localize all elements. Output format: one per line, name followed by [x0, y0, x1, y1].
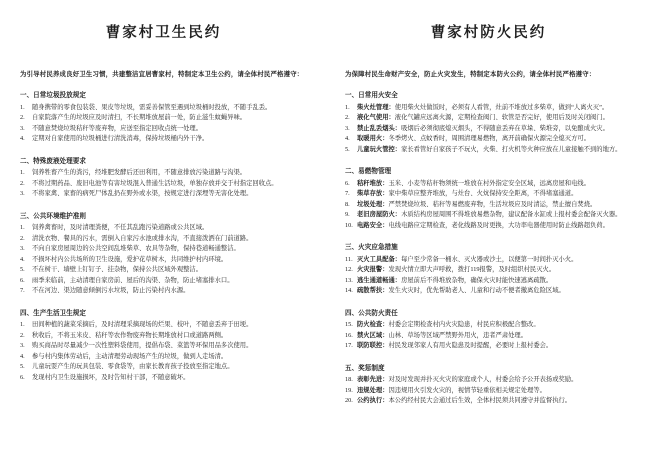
- item-text: 联防联控：村民发现邻家人有用火隐患及时提醒，必要时上报村委会。: [357, 342, 553, 349]
- item-lead-term: 老旧房屋防火：: [357, 211, 402, 218]
- list-item: [345, 179, 632, 190]
- item-text: 禁止乱丢烟头：吸烟后必须彻底熄灭烟头，不得随意丢弃在草垛、柴堆旁，以免酿成火灾。: [357, 124, 609, 132]
- sections-container: [20, 91, 307, 383]
- section-heading: 一、日常用火安全: [345, 92, 398, 99]
- item-number: 3.: [345, 124, 350, 132]
- item-number: 7.: [20, 287, 25, 294]
- item-text: 不损坏村内公共场所的卫生设施，爱护花草树木，共同维护村内环境。: [32, 255, 228, 263]
- list-item: [20, 255, 307, 266]
- item-lead-term: 儿童玩火管控：: [357, 145, 402, 153]
- item-number: 6.: [20, 276, 25, 284]
- list-item: [20, 286, 307, 297]
- item-number: 10.: [345, 221, 353, 229]
- item-text: 饲养牲畜产生的粪污，经堆肥发酵后还田利用，不随意排放污染道路与沟渠。: [32, 169, 247, 176]
- list-item: [20, 373, 307, 384]
- item-number: 4.: [20, 255, 25, 263]
- item-lead-term: 柴火灶管理：: [357, 103, 395, 111]
- item-text: 不在河边、渠边随意倾倒污水垃圾，防止污染村内水源。: [32, 287, 190, 294]
- item-lead-term: 防火检查：: [357, 321, 389, 328]
- section: [345, 243, 632, 297]
- item-text: 清洗衣物、餐具的污水，需倒入自家污水池或排水沟，不直接泼洒在门前道路。: [32, 234, 253, 242]
- item-number: 4.: [20, 352, 25, 360]
- item-text: 购买商品时尽量减少一次性塑料袋使用，提倡布袋、菜篮等环保用品多次使用。: [32, 342, 253, 349]
- item-number: 1.: [20, 224, 25, 231]
- list-item: [345, 221, 632, 232]
- item-number: 1.: [345, 103, 350, 111]
- section: [345, 91, 632, 155]
- list-item: [20, 276, 307, 287]
- item-text: 不将家禽、家畜的病死尸体乱扔在野外或水渠，按规定进行深埋等无害化处理。: [32, 190, 253, 197]
- list-item: [20, 265, 307, 276]
- item-number: 11.: [345, 255, 353, 263]
- list-item: [345, 276, 632, 287]
- item-text: 疏散帮扶：发生火灾时，优先帮助老人、儿童和行动不便者撤离危险区域。: [357, 287, 565, 294]
- intro-paragraph: 为引导村民养成良好卫生习惯，共建整洁宜居曹家村，特制定本卫生公约，请全体村民严格遵守：: [20, 71, 304, 78]
- item-lead-term: 禁火区域：: [357, 331, 389, 339]
- list-item: [20, 113, 307, 124]
- section: [345, 364, 632, 407]
- list-item: [20, 103, 307, 114]
- item-number: 13.: [345, 276, 353, 284]
- item-text: 不将过期药品、废旧电池等有害垃圾混入普通生活垃圾，单独存放并交于村指定回收点。: [32, 179, 278, 187]
- item-text: 违规处理：因违规用火引发火灾的，视情节轻重依相关规定处理等。: [357, 386, 546, 394]
- item-number: 4.: [20, 135, 25, 142]
- page-fire-convention: [325, 0, 650, 459]
- item-text: 儿童玩火管控：家长看管好自家孩子不玩火，火柴、打火机等火种应放在儿童接触不到的地方。: [357, 145, 622, 153]
- item-number: 3.: [20, 245, 25, 252]
- item-text: 表彰先进：对及时发现并扑灭火灾的家庭或个人，村委会给予公开表扬或奖励。: [357, 376, 578, 383]
- item-text: 电路安全：电线电路应定期检查，老化线路及时更换，大功率电器使用时防止线路超负荷。: [357, 221, 609, 229]
- item-lead-term: 垃圾处理：: [357, 200, 389, 208]
- item-number: 20.: [345, 397, 353, 404]
- item-number: 16.: [345, 331, 353, 339]
- section: [345, 167, 632, 231]
- list-item: [345, 189, 632, 200]
- item-text: 液化气使用：液化气罐应远离火源，定期检查阀门、软管是否完好，使用后及时关闭阀门。: [357, 114, 609, 121]
- list-item: [20, 134, 307, 145]
- item-number: 6.: [20, 373, 25, 381]
- item-number: 8.: [345, 200, 350, 208]
- list-item: [345, 103, 632, 114]
- section: [345, 309, 632, 352]
- item-text: 不随意焚烧垃圾秸秆等废弃物，应送至指定回收点统一处理。: [32, 124, 203, 132]
- list-item: [20, 362, 307, 373]
- item-text: 垃圾处理：严禁焚烧垃圾、秸秆等易燃废弃物，生活垃圾应及时清运，禁止擅自焚烧。: [357, 200, 597, 208]
- list-item: [345, 210, 632, 221]
- list-item: [20, 189, 307, 200]
- item-text: 逃生通道畅通：房屋前后不得堆放杂物，确保火灾时能快速逃离疏散。: [357, 276, 553, 284]
- item-number: 9.: [345, 211, 350, 218]
- item-number: 15.: [345, 321, 353, 328]
- item-number: 17.: [345, 342, 353, 349]
- item-number: 19.: [345, 386, 353, 394]
- item-number: 14.: [345, 287, 353, 294]
- list-item: [345, 320, 632, 331]
- item-text: 公约执行：本公约经村民大会通过后生效，全体村民须共同遵守并监督执行。: [357, 397, 572, 404]
- item-number: 1.: [20, 103, 25, 111]
- item-number: 12.: [345, 266, 353, 273]
- section-heading: 四、生产生活卫生规定: [20, 309, 86, 317]
- section-heading: 二、易燃物管理: [345, 168, 392, 175]
- item-lead-term: 联防联控：: [357, 342, 389, 349]
- list-item: [345, 341, 632, 352]
- list-item: [20, 320, 307, 331]
- section: [20, 309, 307, 384]
- item-lead-term: 公约执行：: [357, 397, 389, 404]
- list-item: [20, 234, 307, 245]
- section-heading: 三、公共环境维护准则: [20, 212, 86, 220]
- item-text: 柴草存放：家中柴草应整齐堆放，与灶台、火炕保持安全距离，不得堵塞通道。: [357, 190, 578, 197]
- list-item: [345, 286, 632, 297]
- item-number: 5.: [345, 145, 350, 153]
- list-item: [20, 331, 307, 342]
- list-item: [345, 134, 632, 145]
- list-item: [20, 341, 307, 352]
- item-number: 4.: [345, 135, 350, 142]
- item-lead-term: 液化气使用：: [357, 114, 395, 121]
- item-text: 防火检查：村委会定期检查村内火灾隐患，村民应积极配合整改。: [357, 321, 540, 328]
- item-number: 2.: [20, 234, 25, 242]
- list-item: [345, 145, 632, 156]
- section: [20, 212, 307, 297]
- item-text: 随身携带的零食包装袋、果皮等垃圾，需妥善保管至遇到垃圾桶时投放，不随手乱丢。: [32, 103, 272, 111]
- item-lead-term: 火灾报警：: [357, 266, 389, 273]
- item-text: 不在树干、墙壁上钉钉子、挂杂物，保持公共区域外观整洁。: [32, 266, 203, 273]
- item-text: 秋收后，不将玉米皮、秸秆等农作物废弃物长期堆放村口或道路两侧。: [32, 331, 228, 339]
- list-item: [20, 223, 307, 234]
- section-heading: 四、公共防火责任: [345, 309, 398, 317]
- list-item: [345, 255, 632, 266]
- item-number: 5.: [20, 363, 25, 370]
- item-number: 1.: [20, 321, 25, 328]
- list-item: [345, 375, 632, 386]
- item-number: 2.: [20, 114, 25, 121]
- item-number: 3.: [20, 342, 25, 349]
- section-heading: 一、日常垃圾投放规定: [20, 92, 86, 99]
- sections-container: [345, 91, 632, 407]
- item-number: 2.: [345, 114, 350, 121]
- item-lead-term: 秸秆堆放：: [357, 179, 389, 187]
- list-item: [20, 168, 307, 179]
- item-number: 18.: [345, 376, 353, 383]
- item-text: 取暖用火：冬季烤火、点蚊香时，周围清理易燃物，离开前确保火源完全熄灭方可。: [357, 135, 590, 142]
- item-text: 老旧房屋防火：木质结构房屋周围不得堆放易燃杂物，建议配备水缸或上报村委会配备灭火器。: [357, 211, 622, 218]
- item-lead-term: 灭火工具配备：: [357, 255, 402, 263]
- list-item: [345, 265, 632, 276]
- list-item: [345, 331, 632, 342]
- item-text: 发现村内卫生设施损坏，及时告知村干部，不随意破坏。: [32, 373, 190, 381]
- item-text: 火灾报警：发现火情立即大声呼救，拨打119报警，及时组织村民灭火。: [357, 266, 556, 273]
- item-lead-term: 表彰先进：: [357, 376, 389, 383]
- item-text: 灭火工具配备：每户至少常备一桶水、灭火器或沙土，以便第一时间扑灭小火。: [357, 255, 578, 263]
- section-heading: 五、奖惩制度: [345, 364, 385, 372]
- item-text: 参与村内集体劳动后，主动清理劳动现场产生的垃圾，做到人走场清。: [32, 352, 228, 360]
- item-lead-term: 取暖用火：: [357, 135, 389, 142]
- item-lead-term: 电路安全：: [357, 221, 389, 229]
- list-item: [345, 200, 632, 211]
- item-text: 田间种植的蔬菜采摘后，及时清理采摘现场的烂果、枝叶，不随意丢弃于田埂。: [32, 321, 253, 328]
- list-item: [20, 244, 307, 255]
- item-number: 7.: [345, 190, 350, 197]
- item-lead-term: 疏散帮扶：: [357, 287, 389, 294]
- list-item: [20, 124, 307, 135]
- item-text: 饲养禽畜时，及时清理粪便，不任其乱跑污染道路或公共区域。: [32, 224, 209, 231]
- item-number: 6.: [345, 179, 350, 187]
- list-item: [345, 396, 632, 407]
- item-number: 1.: [20, 169, 25, 176]
- item-text: 禁火区域：山林、草场等区域严禁野外用火，违者严肃处理。: [357, 331, 528, 339]
- item-text: 自家院落产生的垃圾应及时清扫，不长期堆放屋前一处，防止滋生蚊蝇异味。: [32, 114, 247, 121]
- list-item: [20, 352, 307, 363]
- section-heading: 三、火灾应急措施: [345, 244, 398, 251]
- item-number: 2.: [20, 179, 25, 187]
- item-number: 3.: [20, 190, 25, 197]
- item-number: 3.: [20, 124, 25, 132]
- item-text: 雨季来临前，主动清理自家房前、屋后的沟渠、杂物，防止堵塞排水口。: [32, 276, 234, 284]
- item-text: 定期对自家使用的垃圾桶进行清洗消毒，保持垃圾桶内外干净。: [32, 135, 209, 142]
- section: [20, 157, 307, 200]
- item-lead-term: 柴草存放：: [357, 190, 389, 197]
- item-text: 不向自家房屋周边的公共空间乱堆柴草、农具等杂物，保持巷道畅通整洁。: [32, 245, 240, 252]
- item-number: 2.: [20, 331, 25, 339]
- item-lead-term: 禁止乱丢烟头：: [357, 124, 402, 132]
- item-text: 儿童玩耍产生的玩具包装、零食袋等，由家长教育孩子投放至指定地点。: [32, 363, 234, 370]
- item-number: 5.: [20, 266, 25, 273]
- list-item: [345, 124, 632, 135]
- item-text: 柴火灶管理：使用柴火灶做饭时，必须有人看管，灶前不堆放过多柴草，做到“人离火灭”。: [357, 103, 609, 111]
- page-title: 曹家村防火民约: [430, 25, 547, 41]
- list-item: [345, 386, 632, 397]
- list-item: [20, 179, 307, 190]
- item-text: 秸秆堆放：玉米、小麦等秸秆物须统一堆放在村外指定安全区域，远离房屋和电线。: [357, 179, 590, 187]
- list-item: [345, 113, 632, 124]
- intro-paragraph: 为保障村民生命财产安全，防止火灾发生，特制定本防火公约，请全体村民严格遵守：: [345, 71, 596, 78]
- item-lead-term: 违规处理：: [357, 386, 389, 394]
- section: [20, 91, 307, 145]
- section-heading: 二、特殊废液处理要求: [20, 157, 86, 165]
- item-lead-term: 逃生通道畅通：: [357, 276, 402, 284]
- page-title: 曹家村卫生民约: [105, 25, 222, 41]
